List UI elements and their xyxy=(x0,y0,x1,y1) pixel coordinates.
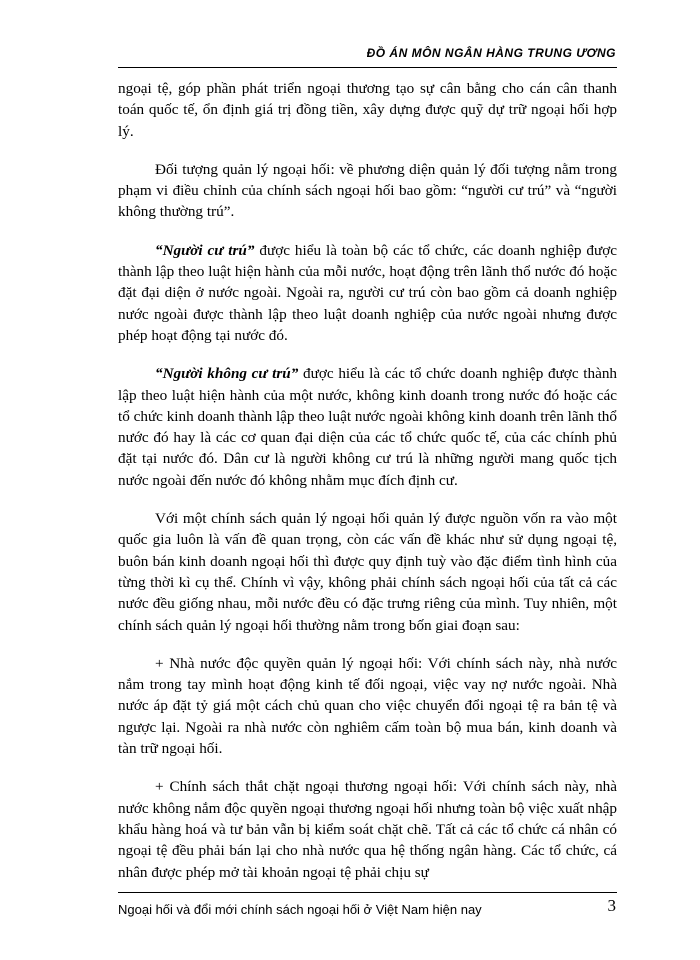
paragraph-6: + Nhà nước độc quyền quản lý ngoại hối: Với chính sách này, nhà nước nắm trong tay mình hoạt động kinh tế đối ngoại, việc vay nợ nước ngoài. Nhà nước áp đặt tỷ giá một cách chủ quan cho việc chuyển đổi ngoại tệ ra bản tệ và ngược lại. Ngoài ra nhà nước còn nghiêm cấm toàn bộ mua bán, kinh doanh và tàn trữ ngoại hối. xyxy=(118,654,617,758)
footer-divider xyxy=(118,892,617,893)
body-text xyxy=(118,78,617,900)
term-resident: “Người cư trú” xyxy=(155,241,255,259)
paragraph-4 xyxy=(118,363,617,491)
header-divider xyxy=(118,67,617,68)
running-header: ĐỒ ÁN MÔN NGÂN HÀNG TRUNG ƯƠNG xyxy=(366,46,616,60)
paragraph-5: Với một chính sách quản lý ngoại hối quản lý được nguồn vốn ra vào một quốc gia luôn là vấn đề quan trọng, còn các vấn đề khác như sử dụng ngoại tệ, buôn bán kinh doanh ngoại hối thì được quy định tuỳ vào đặc điểm tình hình của từng thời kì cụ thể. Chính vì vậy, không phải chính sách ngoại hối của tất cả các nước đều giống nhau, mỗi nước đều có đặc trưng riêng của mình. Tuy nhiên, một chính sách quản lý ngoại hối thường nằm trong bốn giai đoạn sau: xyxy=(118,510,617,634)
paragraph-3 xyxy=(118,240,617,346)
running-footer: Ngoại hối và đổi mới chính sách ngoại hối ở Việt Nam hiện nay xyxy=(118,902,482,917)
term-non-resident: “Người không cư trú” xyxy=(155,365,299,383)
paragraph-2: Đối tượng quản lý ngoại hối: về phương diện quản lý đối tượng nằm trong phạm vi điều chỉnh của chính sách ngoại hối bao gồm: “người cư trú” và “người không thường trú”. xyxy=(118,160,617,221)
paragraph-4-text: được hiểu là các tổ chức doanh nghiệp được thành lập theo luật hiện hành của một nước, không kinh doanh trong nước đó hoặc các tổ chức kinh doanh thành lập theo luật nước ngoài không kinh doanh trên lãnh thổ nước đó hay là các cơ quan đại diện của các tổ chức quốc tế, của các chính phủ đặt tại nước đó. Dân cư là người không cư trú là những người mang quốc tịch nước ngoài đến nước đó không nhằm mục đích định cư. xyxy=(118,365,618,489)
paragraph-1: ngoại tệ, góp phần phát triển ngoại thương tạo sự cân bằng cho cán cân thanh toán quốc tế, ổn định giá trị đồng tiền, xây dựng được quỹ dự trữ ngoại hối hợp lý. xyxy=(118,80,617,140)
paragraph-3-text: được hiểu là toàn bộ các tổ chức, các doanh nghiệp được thành lập theo luật hiện hành của mỗi nước, hoạt động trên lãnh thổ nước đó hoặc đặt đại diện ở nước ngoài. Ngoài ra, người cư trú còn bao gồm cả doanh nghiệp nước ngoài được thành lập theo luật doanh nghiệp của nước ngoài nhưng được phép hoạt động tại nước đó. xyxy=(118,241,617,344)
paragraph-7: + Chính sách thắt chặt ngoại thương ngoại hối: Với chính sách này, nhà nước không nắm độc quyền ngoại thương ngoại hối nhưng toàn bộ việc xuất nhập khẩu hàng hoá và tư bản vẫn bị kiểm soát chặt chẽ. Tất cả các tổ chức cá nhân có ngoại tệ đều phải bán lại cho nhà nước qua hệ thống ngân hàng. Các tổ chức, cá nhân được phép mở tài khoản ngoại tệ phải chịu sự xyxy=(118,778,617,881)
page-number: 3 xyxy=(607,896,616,915)
